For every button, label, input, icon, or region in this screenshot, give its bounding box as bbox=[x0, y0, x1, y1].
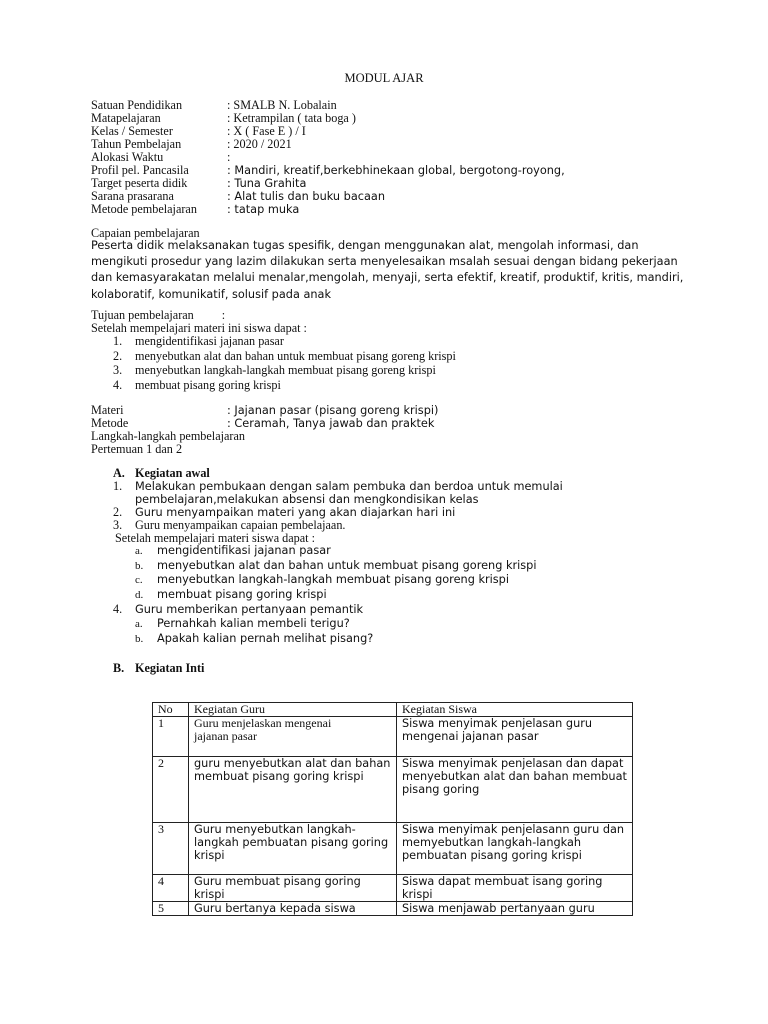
list-item: c. menyebutkan langkah-langkah membuat pisang goreng krispi bbox=[135, 573, 509, 586]
list-item: a. Pernahkah kalian membeli terigu? bbox=[135, 617, 350, 630]
info-row-profil: Profil pel. Pancasila : Mandiri, kreatif,berkebhinekaan global, bergotong-royong, bbox=[91, 163, 565, 177]
document-title: MODUL AJAR bbox=[344, 71, 424, 85]
table-row: 3 Guru menyebutkan langkah- langkah pembuatan pisang goring krispi Siswa menyimak penjelasann guru dan memyebutkan langkah-langkah pembuatan pisang goring krispi bbox=[153, 823, 633, 875]
table-row: 4 Guru membuat pisang goring krispi Siswa dapat membuat isang goring krispi bbox=[153, 875, 633, 902]
kegiatan-awal-item-3: 3. Guru menyampaikan capaian pembelajaan. bbox=[113, 518, 346, 532]
list-item: 2. menyebutkan alat dan bahan untuk membuat pisang goreng krispi bbox=[113, 348, 456, 363]
tujuan-list bbox=[113, 335, 456, 393]
table-header-row bbox=[153, 703, 633, 717]
list-item: a. mengidentifikasi jajanan pasar bbox=[135, 544, 331, 557]
table-row: 2 guru menyebutkan alat dan bahan membuat pisang goring krispi Siswa menyimak penjelasan dan dapat menyebutkan alat dan bahan membuat pisang goring bbox=[153, 757, 633, 823]
tujuan-heading: Tujuan pembelajaran : bbox=[91, 308, 226, 322]
tujuan-intro: Setelah mempelajari materi ini siswa dapat : bbox=[91, 321, 307, 335]
materi-block bbox=[91, 404, 438, 456]
kegiatan-awal-item-1-cont: pembelajaran,melakukan absensi dan mengkondisikan kelas bbox=[135, 493, 479, 506]
kegiatan-awal-setelah: Setelah mempelajari materi siswa dapat : bbox=[115, 531, 316, 545]
list-item: 4. membuat pisang goring krispi bbox=[113, 377, 281, 392]
langkah-heading: Langkah-langkah pembelajaran bbox=[91, 429, 245, 443]
header-no: No bbox=[153, 703, 189, 717]
info-row-mapel: Matapelajaran : Ketrampilan ( tata boga ) bbox=[91, 111, 356, 125]
info-row-satuan: Satuan Pendidikan : SMALB N. Lobalain bbox=[91, 98, 337, 112]
materi-row: Materi : Jajanan pasar (pisang goreng krispi) bbox=[91, 403, 439, 417]
header-kegiatan-guru: Kegiatan Guru bbox=[189, 703, 397, 717]
pertemuan-label: Pertemuan 1 dan 2 bbox=[91, 442, 183, 456]
table-row: 5 Guru bertanya kepada siswa Siswa menjawab pertanyaan guru bbox=[153, 902, 633, 916]
info-row-metode: Metode pembelajaran : tatap muka bbox=[91, 202, 300, 216]
kegiatan-inti-heading: B. Kegiatan Inti bbox=[113, 661, 205, 675]
info-row-target: Target peserta didik : Tuna Grahita bbox=[91, 176, 307, 190]
list-item: b. menyebutkan alat dan bahan untuk membuat pisang goreng krispi bbox=[135, 558, 537, 572]
info-row-alokasi: Alokasi Waktu : bbox=[91, 150, 231, 164]
kegiatan-awal-item-1: 1. Melakukan pembukaan dengan salam pembuka dan berdoa untuk memulai bbox=[113, 479, 563, 493]
kegiatan-awal-heading: A. Kegiatan awal bbox=[113, 466, 210, 480]
table-row: 1 Guru menjelaskan mengenai jajanan pasar Siswa menyimak penjelasan guru mengenai jajanan pasar bbox=[153, 717, 633, 757]
identity-block bbox=[91, 99, 565, 216]
capaian-paragraph: Peserta didik melaksanakan tugas spesifik, dengan menggunakan alat, mengolah informasi, dan mengikuti prosedur yang lazim dilakukan serta menyelesaikan msalah sesuai dengan bidang pekerjaan dan kemasyarakatan melalui menalar,mengolah, menyaji, serta efektif, kreatif, produktif, kritis, mandiri, kolaboratif, komunikatif, solusif pada anak bbox=[91, 239, 684, 301]
info-row-sarana: Sarana prasarana : Alat tulis dan buku bacaan bbox=[91, 189, 385, 203]
kegiatan-inti-table bbox=[152, 702, 633, 916]
info-row-tahun: Tahun Pembelajan : 2020 / 2021 bbox=[91, 137, 292, 151]
kegiatan-awal-item-2: 2. Guru menyampaikan materi yang akan diajarkan hari ini bbox=[113, 505, 456, 519]
list-item: b. Apakah kalian pernah melihat pisang? bbox=[135, 631, 374, 645]
list-item: d. membuat pisang goring krispi bbox=[135, 587, 327, 601]
metode-row: Metode : Ceramah, Tanya jawab dan praktek bbox=[91, 416, 435, 430]
list-item: 3. menyebutkan langkah-langkah membuat pisang goreng krispi bbox=[113, 363, 436, 378]
list-item: 1. mengidentifikasi jajanan pasar bbox=[113, 334, 284, 348]
kegiatan-awal-item-4: 4. Guru memberikan pertanyaan pemantik bbox=[113, 602, 364, 616]
kegiatan-awal-sublist-2 bbox=[135, 617, 373, 646]
capaian-heading: Capaian pembelajaran bbox=[91, 226, 200, 240]
header-kegiatan-siswa: Kegiatan Siswa bbox=[397, 703, 633, 717]
info-row-kelas: Kelas / Semester : X ( Fase E ) / I bbox=[91, 124, 306, 138]
kegiatan-awal-sublist-1 bbox=[135, 544, 537, 602]
